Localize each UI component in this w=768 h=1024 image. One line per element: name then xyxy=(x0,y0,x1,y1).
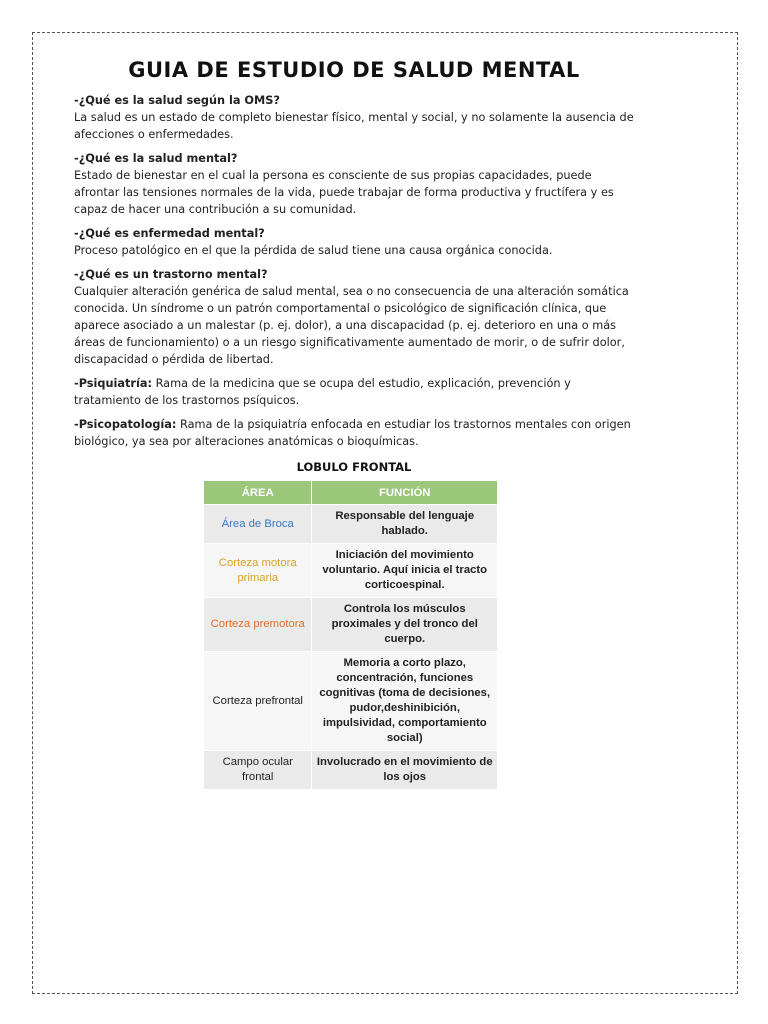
answer: Estado de bienestar en el cual la persona es consciente de sus propias capacidades, puede afrontar las tensiones normales de la vida, puede trabajar de forma productiva y fructífera y es capaz de hacer una contribución a su comunidad. xyxy=(74,169,614,216)
qa-item xyxy=(74,225,634,259)
table-row xyxy=(204,751,498,790)
question: -¿Qué es un trastorno mental? xyxy=(74,268,268,281)
function-cell: Controla los músculos proximales y del tronco del cuerpo. xyxy=(312,598,498,652)
table-title: LOBULO FRONTAL xyxy=(296,460,412,474)
area-cell: Área de Broca xyxy=(204,505,312,544)
qa-item xyxy=(74,266,634,368)
function-cell: Iniciación del movimiento voluntario. Aquí inicia el tracto corticoespinal. xyxy=(312,544,498,598)
question: -¿Qué es enfermedad mental? xyxy=(74,227,265,240)
answer: Cualquier alteración genérica de salud mental, sea o no consecuencia de una alteración somática conocida. Un síndrome o un patrón comportamental o psicológico de significación clínica, que aparece asociado a un malestar (p. ej. dolor), a una discapacidad (p. ej. deterioro en una o más áreas de funcionamiento) o a un riesgo significativamente aumentado de morir, o de sufrir dolor, discapacidad o pérdida de libertad. xyxy=(74,285,629,366)
area-cell: Corteza prefrontal xyxy=(204,652,312,751)
definition-text: Rama de la psiquiatría enfocada en estudiar los trastornos mentales con origen biológico, ya sea por alteraciones anatómicas o bioquímicas. xyxy=(74,418,631,448)
function-cell: Memoria a corto plazo, concentración, funciones cognitivas (toma de decisiones, pudor,deshinibición, impulsividad, comportamiento social) xyxy=(312,652,498,751)
table-header-row xyxy=(204,481,498,505)
table-row xyxy=(204,544,498,598)
qa-item xyxy=(74,150,634,218)
document-content xyxy=(74,58,634,789)
answer: La salud es un estado de completo bienestar físico, mental y social, y no solamente la ausencia de afecciones o enfermedades. xyxy=(74,111,634,141)
area-cell: Corteza motora primaria xyxy=(204,544,312,598)
table-row xyxy=(204,652,498,751)
area-cell: Corteza premotora xyxy=(204,598,312,652)
function-cell: Involucrado en el movimiento de los ojos xyxy=(312,751,498,790)
qa-item xyxy=(74,92,634,143)
header-area: ÁREA xyxy=(204,481,312,505)
definition-term: -Psiquiatría: xyxy=(74,377,152,390)
definition-psicopatologia xyxy=(74,416,634,450)
frontal-lobe-table xyxy=(204,481,498,789)
table-body xyxy=(204,505,498,790)
answer: Proceso patológico en el que la pérdida de salud tiene una causa orgánica conocida. xyxy=(74,244,553,257)
area-cell: Campo ocular frontal xyxy=(204,751,312,790)
header-funcion: FUNCIÓN xyxy=(312,481,498,505)
table-row xyxy=(204,598,498,652)
table-row xyxy=(204,505,498,544)
question: -¿Qué es la salud según la OMS? xyxy=(74,94,280,107)
definition-psiquiatria xyxy=(74,375,634,409)
definition-term: -Psicopatología: xyxy=(74,418,177,431)
question: -¿Qué es la salud mental? xyxy=(74,152,238,165)
function-cell: Responsable del lenguaje hablado. xyxy=(312,505,498,544)
page-title: GUIA DE ESTUDIO DE SALUD MENTAL xyxy=(128,58,580,82)
definition-text: Rama de la medicina que se ocupa del estudio, explicación, prevención y tratamiento de los trastornos psíquicos. xyxy=(74,377,571,407)
